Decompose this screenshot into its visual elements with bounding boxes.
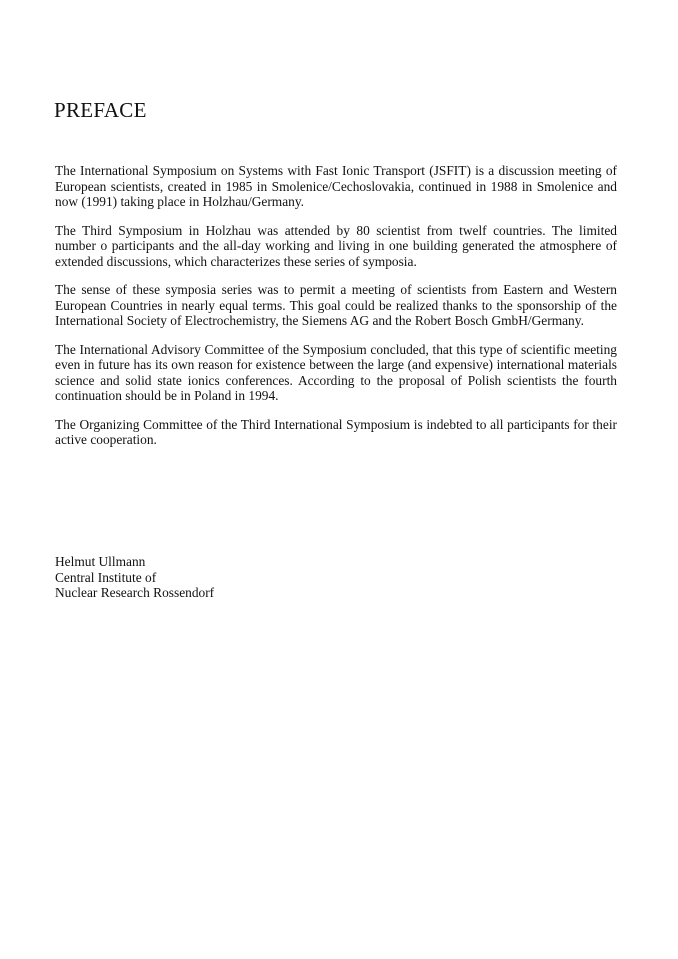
author-affiliation-line-1: Central Institute of bbox=[55, 569, 157, 585]
author-affiliation-line-2: Nuclear Research Rossendorf bbox=[55, 585, 215, 600]
paragraph-3: The sense of these symposia series was to permit a meeting of scientists from Eastern and Western European Countries in nearly equal terms. This goal could be realized thanks to the sponsorship of the International Society of Electrochemistry, the Siemens AG and the Robert Bosch GmbH/Germany. bbox=[55, 282, 617, 328]
paragraph-4: The International Advisory Committee of the Symposium concluded, that this type of scientific meeting even in future has its own reason for existence between the large (and expensive) international materials science and solid state ionics conferences. According to the proposal of Polish scientists the fourth continuation should be in Poland in 1994. bbox=[55, 341, 617, 403]
page-title: PREFACE bbox=[54, 98, 147, 122]
signature-block bbox=[55, 554, 214, 601]
paragraph-1: The International Symposium on Systems with Fast Ionic Transport (JSFIT) is a discussion meeting of European scientists, created in 1985 in Smolenice/Cechoslovakia, continued in 1988 in Smolenice and now (1991) taking place in Holzhau/Germany. bbox=[55, 163, 617, 209]
paragraph-2: The Third Symposium in Holzhau was attended by 80 scientist from twelf countries. The limited number o participants and the all-day working and living in one building generated the atmosphere of extended discussions, which characterizes these series of symposia. bbox=[55, 222, 617, 269]
preface-body bbox=[55, 163, 617, 461]
paragraph-5: The Organizing Committee of the Third International Symposium is indebted to all participants for their active cooperation. bbox=[55, 416, 617, 447]
author-name: Helmut Ullmann bbox=[55, 554, 146, 569]
